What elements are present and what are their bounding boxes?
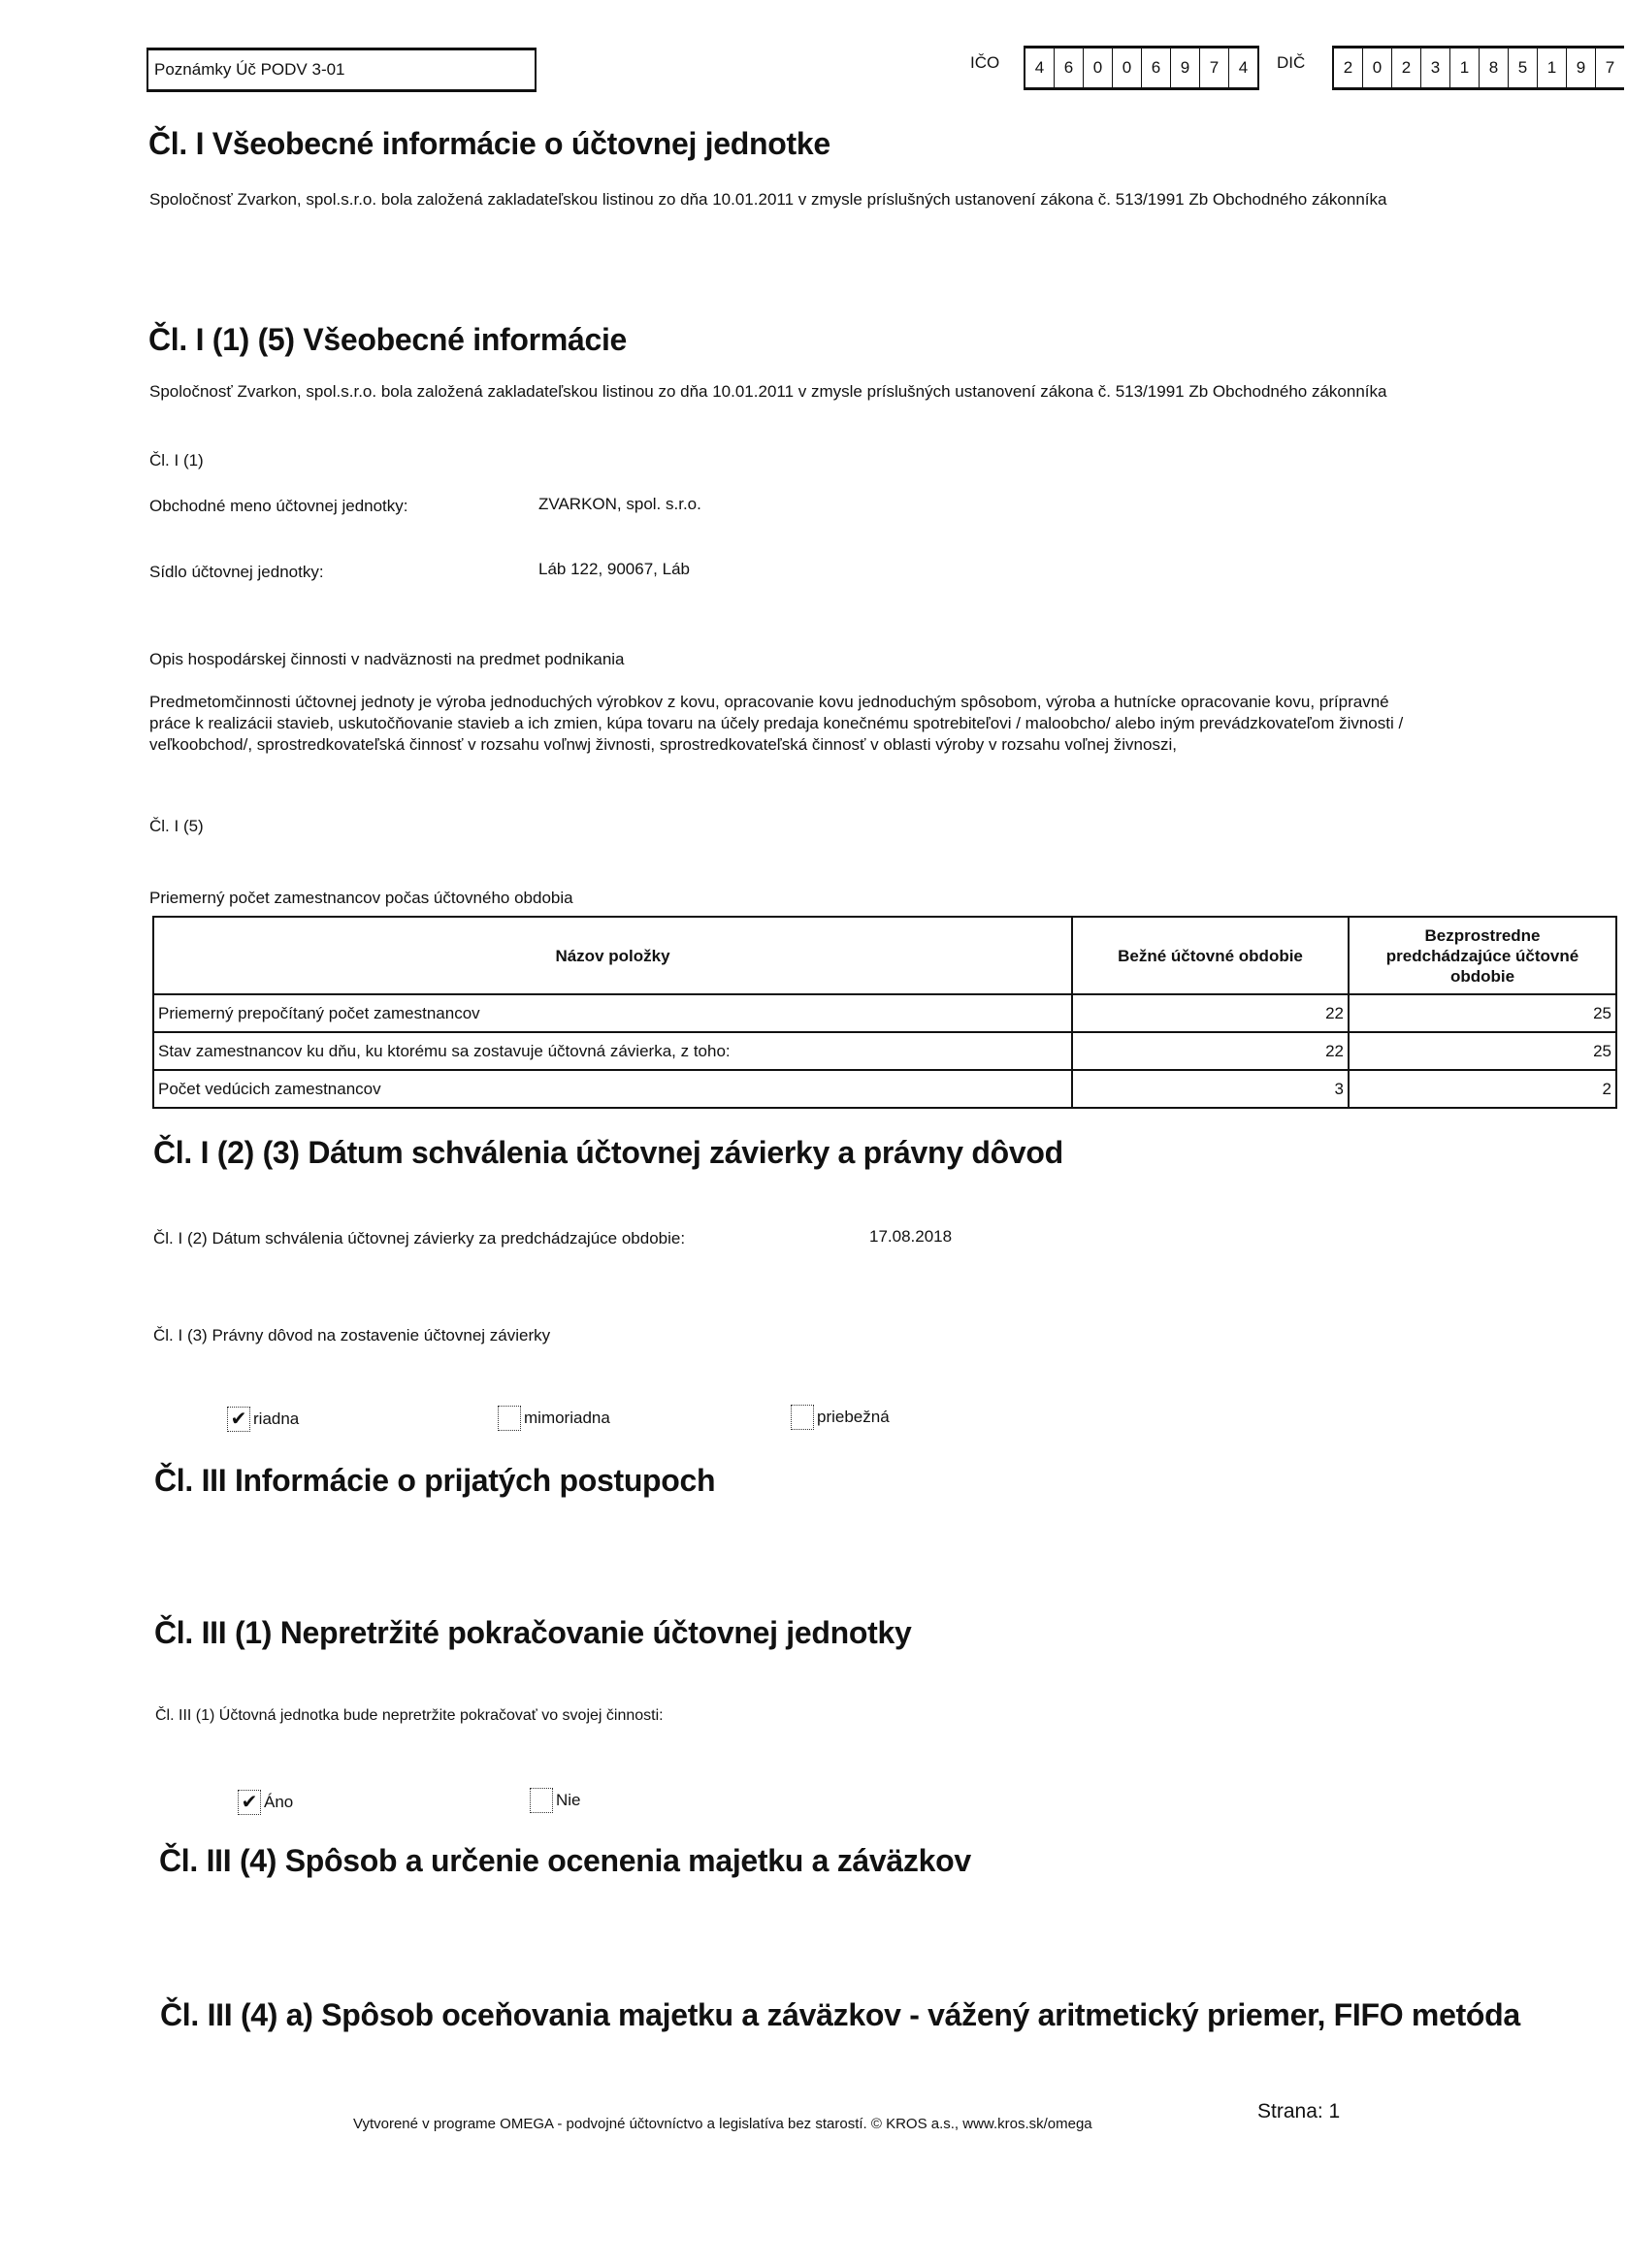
dic-digit: 8: [1480, 49, 1509, 87]
activity-label: Opis hospodárskej činnosti v nadväznosti na predmet podnikania: [149, 650, 625, 668]
ico-digit: 4: [1025, 49, 1055, 87]
ico-digit: 6: [1055, 49, 1084, 87]
table-row: [153, 994, 1616, 1032]
ico-label: IČO: [970, 53, 1000, 72]
dic-digit: 2: [1334, 49, 1363, 87]
company-founding-text: Spoločnosť Zvarkon, spol.s.r.o. bola založená zakladateľskou listinou zo dňa 10.01.2011 v zmysle príslušných ustanovení zákona č. 513/1991 Zb Obchodného zákonníka: [149, 382, 1387, 401]
dic-digit: 9: [1567, 49, 1596, 87]
section-title: Čl. I (2) (3) Dátum schválenia účtovnej závierky a právny dôvod: [153, 1135, 1063, 1170]
ico-field: [1024, 46, 1259, 90]
check-icon: ✔: [238, 1790, 261, 1815]
form-name-box: Poznámky Úč PODV 3-01: [146, 48, 537, 92]
current-period: 3: [1072, 1070, 1349, 1108]
ico-digit: 0: [1113, 49, 1142, 87]
current-period: 22: [1072, 994, 1349, 1032]
dic-label: DIČ: [1277, 53, 1306, 72]
section-title: Čl. III (4) a) Spôsob oceňovania majetku a záväzkov - vážený aritmetický priemer, FIFO metóda: [160, 1997, 1520, 2032]
checkbox-label: Áno: [264, 1793, 294, 1811]
continuity-question: Čl. III (1) Účtovná jednotka bude nepretržite pokračovať vo svojej činnosti:: [155, 1707, 664, 1724]
ico-digit: 4: [1238, 58, 1249, 77]
footer-credit: Vytvorené v programe OMEGA - podvojné účtovníctvo a legislatíva bez starostí. © KROS a.s., www.kros.sk/omega: [353, 2116, 1092, 2132]
dic-digit: 5: [1509, 49, 1538, 87]
seat-label: Sídlo účtovnej jednotky:: [149, 563, 324, 581]
seat-value: Láb 122, 90067, Láb: [538, 560, 690, 578]
checkbox-label: riadna: [253, 1409, 300, 1428]
table-row: [153, 1032, 1616, 1070]
page-number: Strana: 1: [1257, 2100, 1341, 2122]
empty-checkbox-icon: [791, 1405, 814, 1430]
previous-period: 2: [1349, 1070, 1616, 1108]
table-caption: Priemerný počet zamestnancov počas účtovného obdobia: [149, 889, 573, 907]
dic-digit: 1: [1450, 49, 1480, 87]
section-title: Čl. I (1) (5) Všeobecné informácie: [148, 322, 628, 357]
ico-digit: 7: [1200, 49, 1229, 87]
company-name-value: ZVARKON, spol. s.r.o.: [538, 495, 701, 513]
empty-checkbox-icon: [498, 1406, 521, 1431]
checkbox-ano[interactable]: [238, 1790, 293, 1815]
current-period: 22: [1072, 1032, 1349, 1070]
section-title: Čl. III (4) Spôsob a určenie ocenenia majetku a záväzkov: [159, 1843, 971, 1878]
section-title: Čl. III (1) Nepretržité pokračovanie účtovnej jednotky: [154, 1615, 912, 1650]
checkbox-mimoriadna[interactable]: [498, 1406, 610, 1431]
dic-digit: 2: [1392, 49, 1421, 87]
check-icon: ✔: [227, 1407, 250, 1432]
activity-line: veľkoobchod/, sprostredkovateľská činnosť v rozsahu voľnwj živnosti, sprostredkovateľská činnosť v oblasti výroby v rozsahu voľnej živnoszi,: [149, 735, 1177, 754]
checkbox-nie[interactable]: [530, 1788, 581, 1813]
table-header-row: [153, 917, 1616, 994]
employees-table: [152, 916, 1617, 1109]
dic-digit: 0: [1363, 49, 1392, 87]
checkbox-label: priebežná: [817, 1408, 890, 1426]
previous-period: 25: [1349, 1032, 1616, 1070]
legal-reason-label: Čl. I (3) Právny dôvod na zostavenie účtovnej závierky: [153, 1326, 551, 1345]
dic-field: [1332, 46, 1624, 90]
item-name: Počet vedúcich zamestnancov: [153, 1070, 1072, 1108]
checkbox-label: Nie: [556, 1791, 581, 1809]
company-founding-text: Spoločnosť Zvarkon, spol.s.r.o. bola založená zakladateľskou listinou zo dňa 10.01.2011 v zmysle príslušných ustanovení zákona č. 513/1991 Zb Obchodného zákonníka: [149, 190, 1387, 209]
checkbox-priebezna[interactable]: [791, 1405, 890, 1430]
subsection-label: Čl. I (1): [149, 451, 204, 470]
table-row: [153, 1070, 1616, 1108]
approval-date-label: Čl. I (2) Dátum schválenia účtovnej závierky za predchádzajúce obdobie:: [153, 1229, 686, 1247]
section-title: Čl. I Všeobecné informácie o účtovnej jednotke: [148, 126, 830, 161]
activity-line: práce k realizácii stavieb, uskutočňovanie stavieb a ich zmien, kúpa tovaru na účely predaja konečnému spotrebiteľovi / maloobcho/ alebo iným prevádzkovateľom živnosti /: [149, 714, 1404, 732]
ico-digit: 6: [1142, 49, 1171, 87]
column-header: Bezprostredne predchádzajúce účtovné obdobie: [1349, 917, 1616, 994]
column-header: Bežné účtovné obdobie: [1072, 917, 1349, 994]
dic-digit: 1: [1538, 49, 1567, 87]
section-title: Čl. III Informácie o prijatých postupoch: [154, 1463, 716, 1498]
item-name: Stav zamestnancov ku dňu, ku ktorému sa zostavuje účtovná závierka, z toho:: [153, 1032, 1072, 1070]
subsection-label: Čl. I (5): [149, 817, 204, 835]
column-header: Názov položky: [153, 917, 1072, 994]
dic-digit: 7: [1605, 58, 1615, 77]
activity-line: Predmetomčinnosti účtovnej jednoty je výroba jednoduchých výrobkov z kovu, opracovanie kovu jednoduchým spôsobom, výroba a hutnícke opracovanie kovu, prípravné: [149, 693, 1389, 711]
dic-digit: 3: [1421, 49, 1450, 87]
checkbox-label: mimoriadna: [524, 1409, 610, 1427]
checkbox-riadna[interactable]: [227, 1407, 299, 1432]
approval-date-value: 17.08.2018: [869, 1227, 953, 1246]
item-name: Priemerný prepočítaný počet zamestnancov: [153, 994, 1072, 1032]
empty-checkbox-icon: [530, 1788, 553, 1813]
company-name-label: Obchodné meno účtovnej jednotky:: [149, 497, 408, 515]
previous-period: 25: [1349, 994, 1616, 1032]
ico-digit: 9: [1171, 49, 1200, 87]
ico-digit: 0: [1084, 49, 1113, 87]
